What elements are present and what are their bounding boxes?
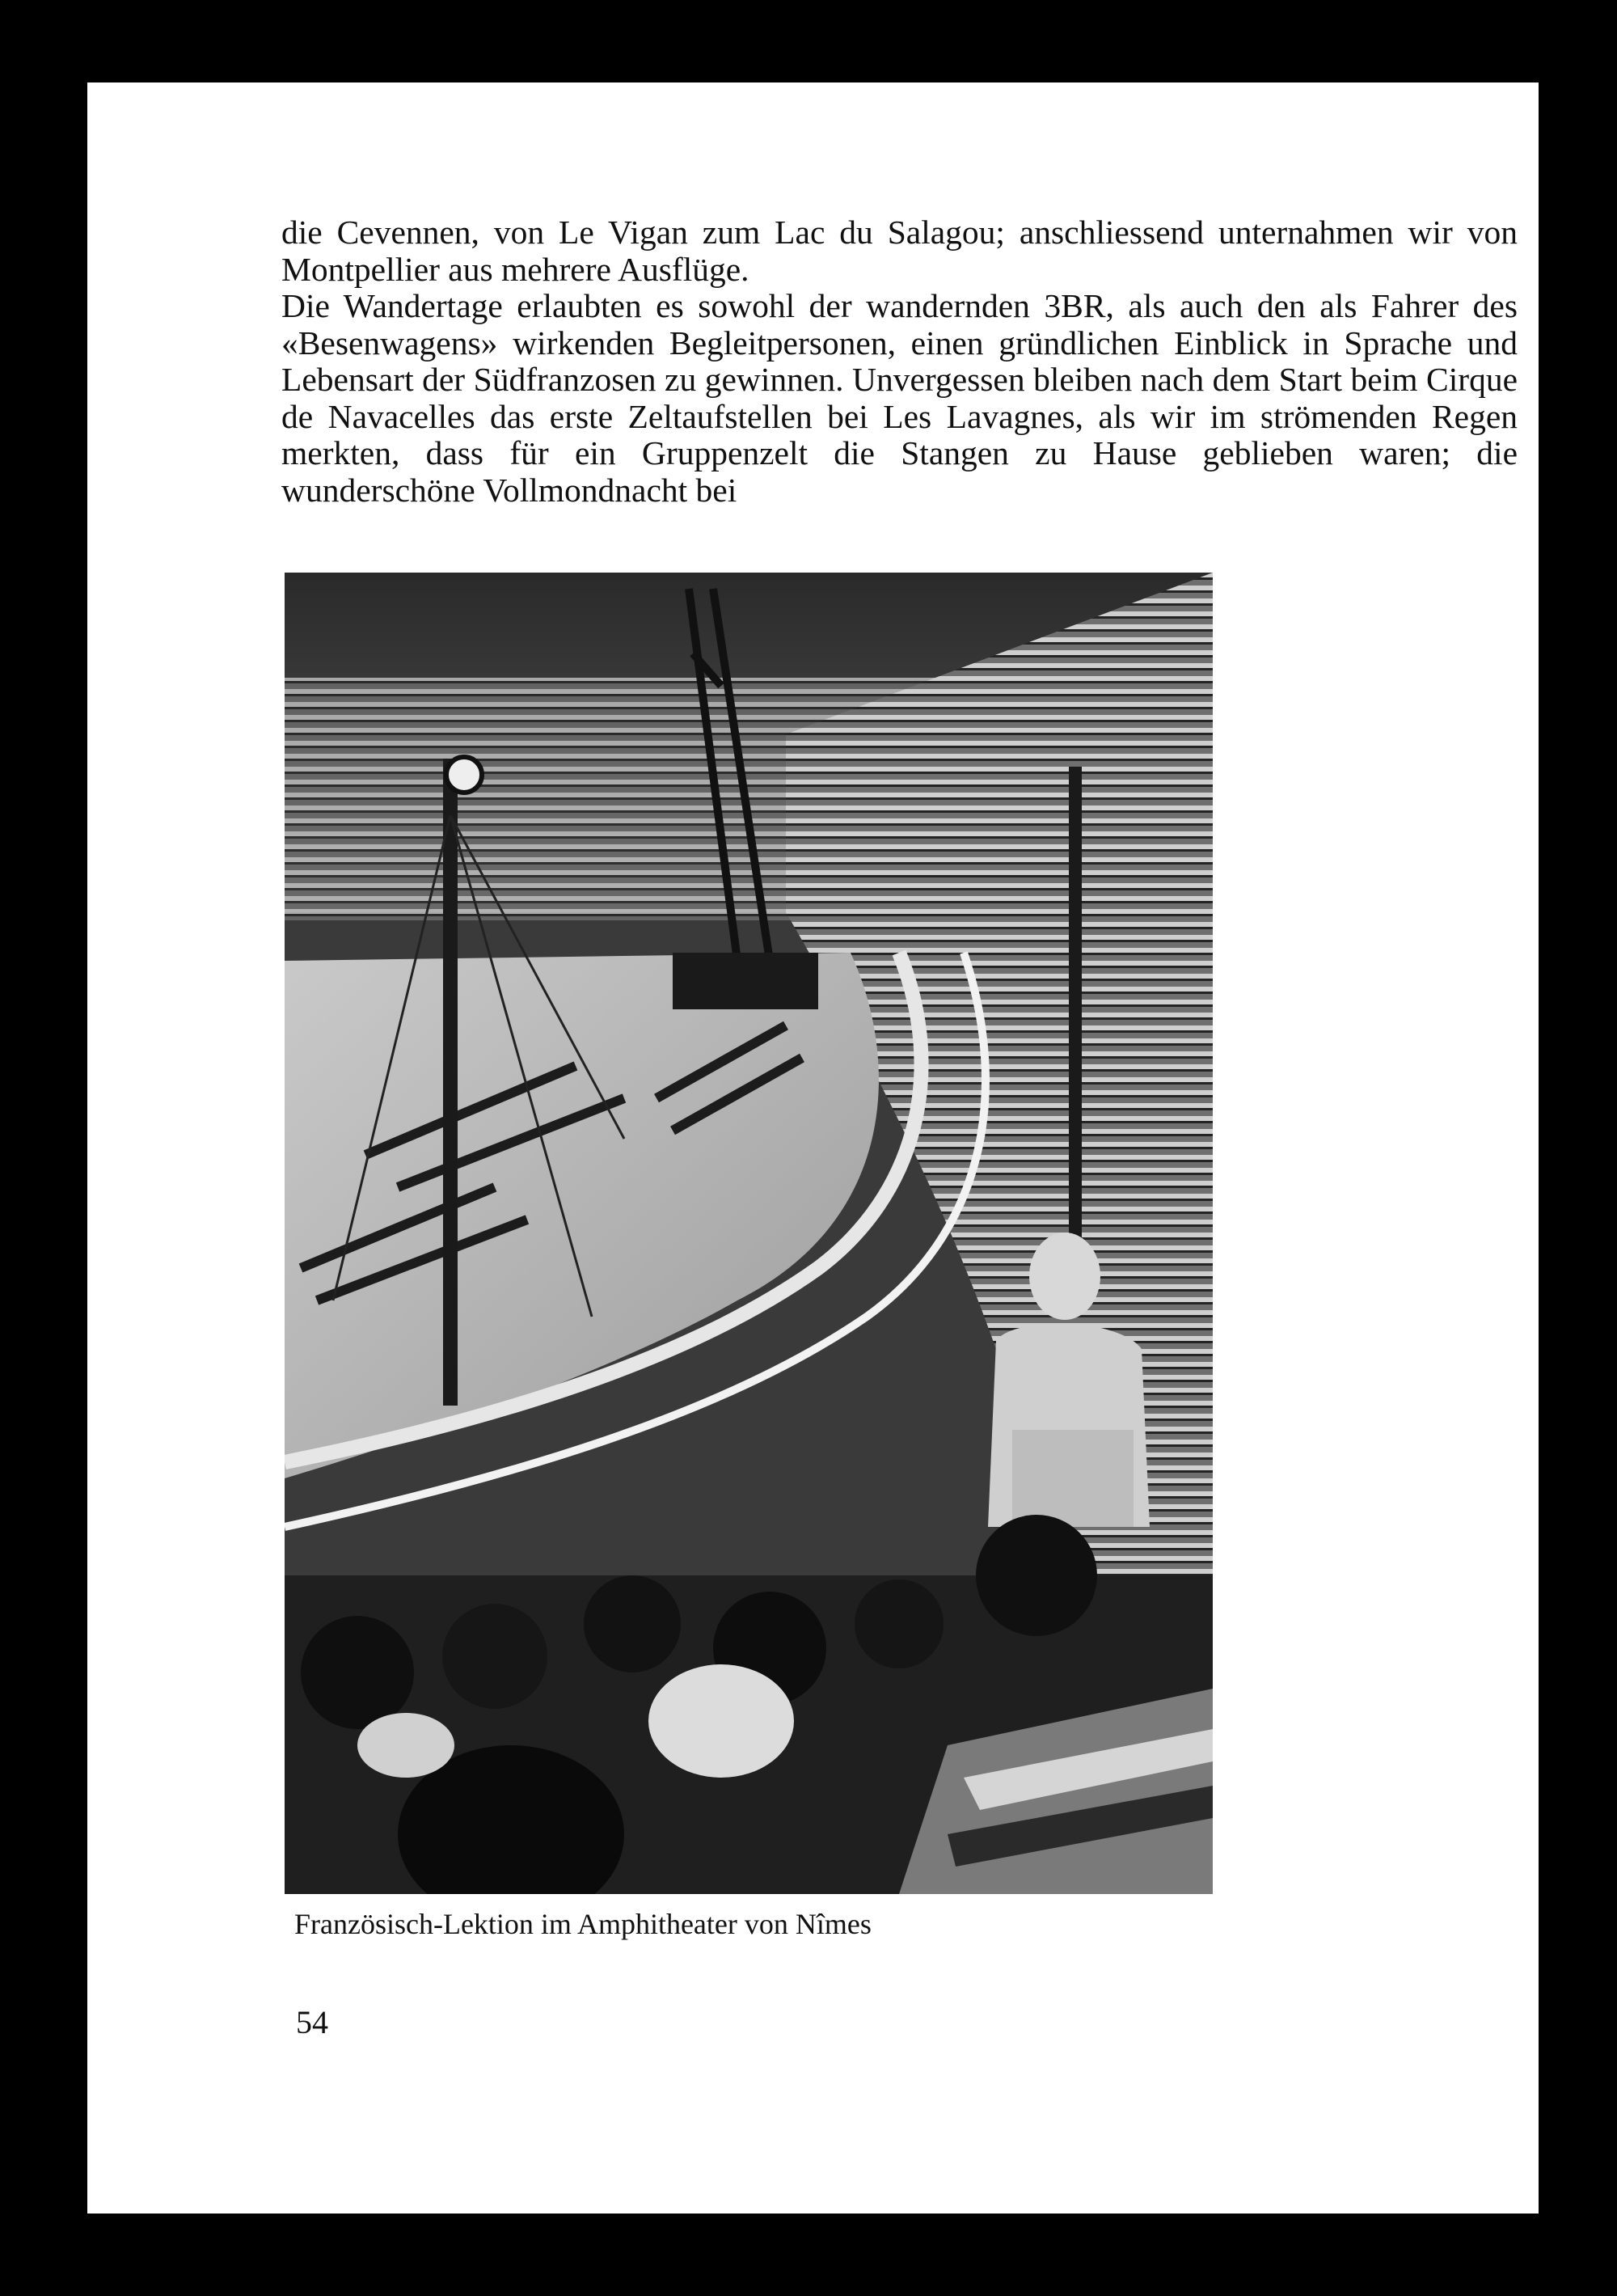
body-text (281, 214, 1518, 509)
left-pole (443, 759, 458, 1406)
amphitheater-photo (285, 573, 1213, 1894)
paragraph-continuation: die Cevennen, von Le Vigan zum Lac du Salagou; anschliessend unternahmen wir von Montpellier aus mehrere Ausflüge. (281, 214, 1518, 288)
crane-base (673, 953, 818, 1009)
book-page (87, 82, 1539, 2214)
amphitheater-photo-illustration (285, 573, 1213, 1894)
photo-caption: Französisch-Lektion im Amphitheater von Nîmes (294, 1908, 872, 1940)
arena-floor (285, 953, 879, 1478)
right-pole (1069, 767, 1082, 1252)
crowd (285, 1515, 1213, 1894)
page-number: 54 (296, 2004, 328, 2040)
paragraph-hiking-days: Die Wandertage erlaubten es sowohl der wandernden 3BR, als auch den als Fahrer des «Besenwagens» wirkenden Begleitpersonen, einen gründlichen Einblick in Sprache und Lebensart der Südfranzosen zu gewinnen. Unvergessen bleiben nach dem Start beim Cirque de Navacelles das erste Zeltaufstellen bei Les Lavagnes, als wir im strömenden Regen merkten, dass für ein Gruppenzelt die Stangen zu Hause geblieben waren; die wunderschöne Vollmondnacht bei (281, 287, 1518, 509)
pole-sign (446, 757, 482, 793)
